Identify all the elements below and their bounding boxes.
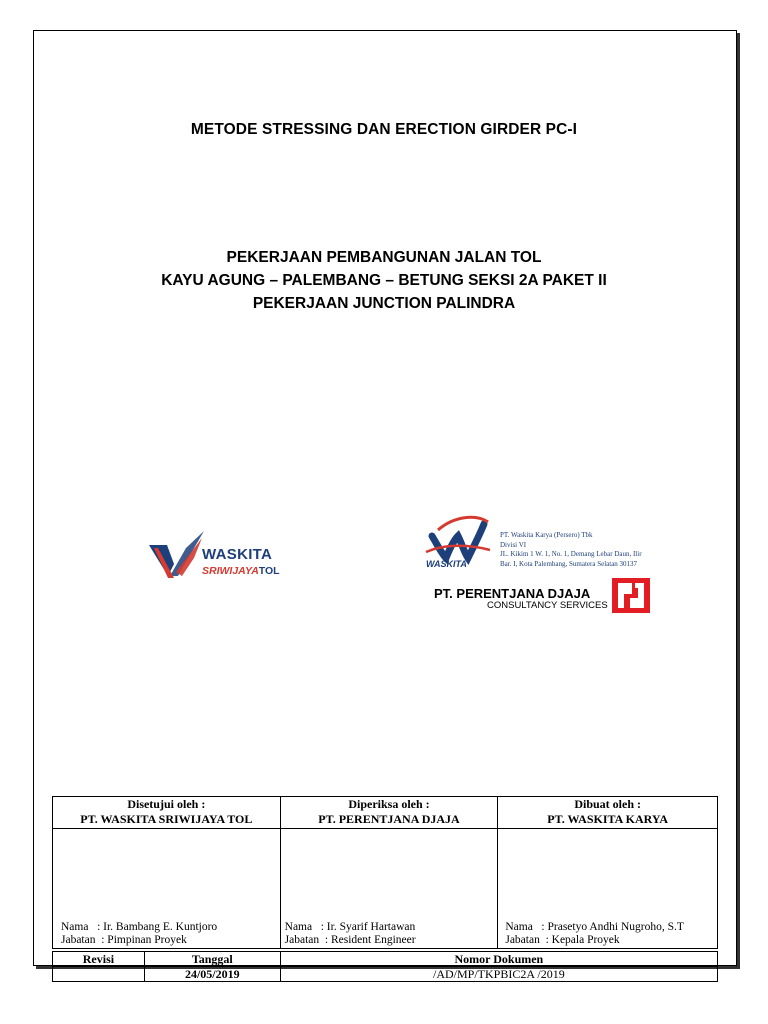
checker-header: [280, 797, 498, 829]
maker-signature-cell: [498, 829, 718, 949]
tanggal-value: 24/05/2019: [144, 967, 280, 982]
address-line-3: JL. Kikim 1 W. 1, No. 1, Demang Lebar Daun, Ilir: [500, 550, 642, 558]
checker-name: Nama : Ir. Syarif Hartawan: [284, 921, 416, 933]
checker-position: Jabatan : Resident Engineer: [284, 934, 416, 946]
waskita-wordmark: WASKITA: [426, 559, 467, 569]
approver-header: [53, 797, 281, 829]
address-line-2: Divisi VI: [500, 540, 527, 549]
nomor-dokumen-label: Nomor Dokumen: [280, 952, 717, 967]
checker-role: Diperiksa oleh :: [348, 797, 430, 811]
perentjana-subtitle: CONSULTANCY SERVICES: [487, 600, 608, 611]
waskita-address: [500, 531, 720, 569]
waskita-sriwijaya-wordmark: WASKITA: [202, 546, 273, 563]
approver-position: Jabatan : Pimpinan Proyek: [61, 934, 187, 946]
sriwijaya-text: SRIWIJAYA: [202, 565, 259, 577]
approver-role: Disetujui oleh :: [127, 797, 206, 811]
signature-header-row: [53, 797, 718, 829]
waskita-sriwijaya-logo: [146, 528, 280, 584]
revision-header-row: [53, 952, 718, 967]
document-title: METODE STRESSING DAN ERECTION GIRDER PC-I: [190, 121, 578, 138]
tol-text: TOL: [258, 565, 280, 577]
signature-table: [52, 796, 718, 949]
approver-signature-cell: [53, 829, 281, 949]
checker-signature-cell: [280, 829, 498, 949]
waskita-sriwijaya-emblem-icon: [146, 528, 206, 584]
maker-position: Jabatan : Kepala Proyek: [505, 934, 620, 946]
address-line-1: PT. Waskita Karya (Persero) Tbk: [500, 531, 593, 539]
project-line-1: PEKERJAAN PEMBANGUNAN JALAN TOL: [226, 249, 542, 266]
maker-header: [498, 797, 718, 829]
nomor-dokumen-value: /AD/MP/TKPBIC2A /2019: [280, 967, 717, 982]
maker-name: Nama : Prasetyo Andhi Nugroho, S.T: [505, 921, 684, 933]
approver-name: Nama : Ir. Bambang E. Kuntjoro: [61, 921, 218, 933]
checker-company: PT. PERENTJANA DJAJA: [318, 812, 460, 826]
waskita-sriwijaya-subtitle: [202, 565, 280, 577]
project-line-2: KAYU AGUNG – PALEMBANG – BETUNG SEKSI 2A PAKET II: [161, 272, 607, 289]
revision-table: [52, 951, 718, 982]
tanggal-label: Tanggal: [144, 952, 280, 967]
perentjana-emblem-icon: [612, 578, 650, 613]
project-line-3: PEKERJAAN JUNCTION PALINDRA: [252, 295, 516, 312]
approver-company: PT. WASKITA SRIWIJAYA TOL: [80, 812, 253, 826]
perentjana-name: PT. PERENTJANA DJAJA: [434, 586, 591, 601]
address-line-4: Bar. I, Kota Palembang, Sumatera Selatan 30137: [500, 559, 638, 568]
signature-body-row: [53, 829, 718, 949]
maker-company: PT. WASKITA KARYA: [547, 812, 669, 826]
maker-role: Dibuat oleh :: [574, 797, 642, 811]
revisi-label: Revisi: [53, 952, 145, 967]
revisi-value: [53, 967, 145, 982]
revision-value-row: [53, 967, 718, 982]
